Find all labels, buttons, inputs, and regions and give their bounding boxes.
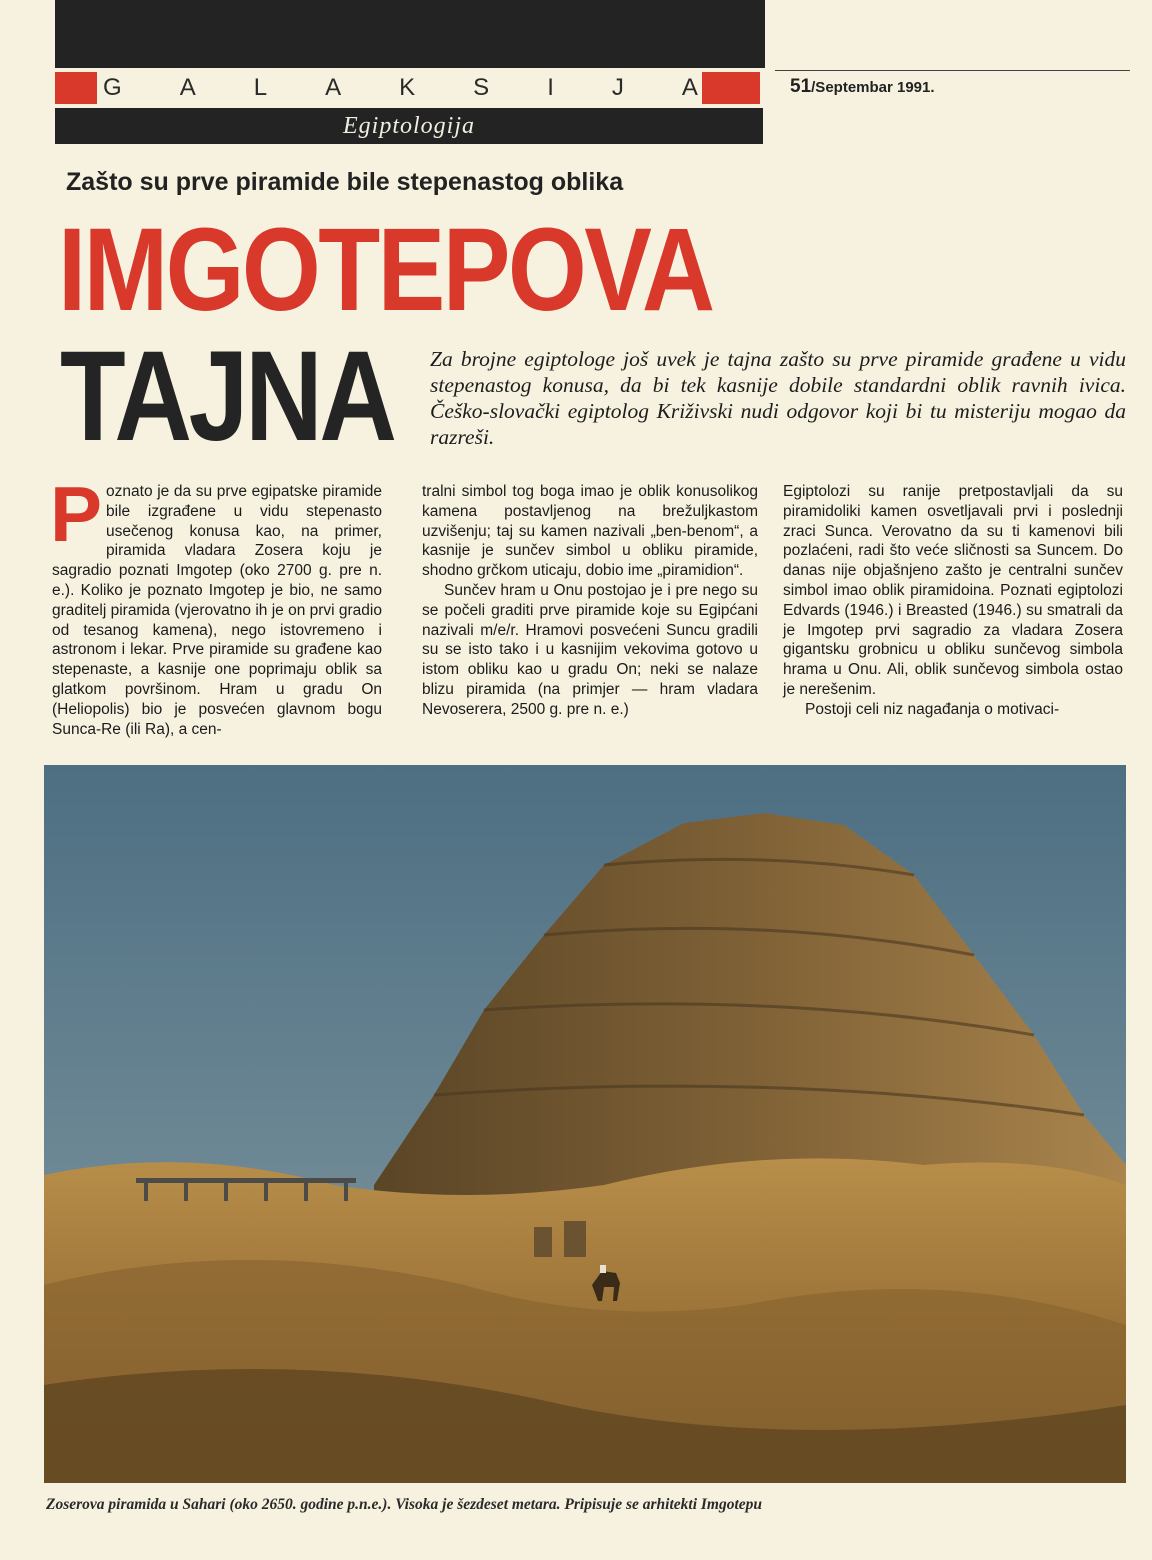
issue-info: [790, 76, 935, 98]
masthead-red-block-left: [55, 72, 97, 104]
paragraph: Egiptolozi su ranije pretpostavljali da su piramidoliki kamen osvetljavali prvi i poslednji zraci Sunca. Verovatno da su ti kamenovi bili pozlaćeni, radi što veće sličnosti sa Suncem. Do danas nije objašnjeno zašto je centralni sunčev simbol imao oblik piramidoina. Poznati egiptolozi Edvards (1946.) i Breasted (1946.) su smatrali da je Imgotep prvi sagradio za vladara Zosera gigantsku grobnicu u obliku sunčevog simbola hrama u Onu. Ali, oblik sunčevog simbola ostao je nerešenim.: [783, 483, 1123, 698]
masthead-letter: L: [253, 74, 268, 101]
masthead: [55, 72, 760, 104]
paragraph: Postoji celi niz nagađanja o motivaci-: [805, 700, 1060, 718]
issue-number: 51: [790, 76, 812, 97]
pyramid-photo: [44, 765, 1126, 1483]
masthead-letter: A: [179, 74, 196, 101]
photo-caption: Zoserova piramida u Sahari (oko 2650. godine p.n.e.). Visoka je šezdeset metara. Pripisuje se arhitekti Imgotepu: [46, 1496, 763, 1513]
issue-date: /Septembar 1991.: [811, 79, 935, 96]
masthead-letter: A: [681, 74, 698, 101]
top-black-bar: [55, 0, 765, 68]
masthead-letter: I: [547, 74, 554, 101]
masthead-letter: S: [473, 74, 490, 101]
headline-line-2: TAJNA: [60, 325, 394, 468]
article-deck: Za brojne egiptologe još uvek je tajna zašto su prve piramide građene u vidu stepenastog konusa, da bi tek kasnije dobile standardni oblik ravnih ivica. Češko-slovački egiptolog Križivski nudi odgovor koji bi tu misteriju mogao da razreši.: [430, 347, 1126, 449]
text-column-3: [783, 482, 1123, 720]
masthead-letter: A: [325, 74, 342, 101]
drop-cap: P: [50, 470, 103, 558]
paragraph: oznato je da su prve egipatske piramide bile izgrađene u vidu stepenasto usečenog konusa kao, na primer, piramida vladara Zosera koju je sagradio poznati Imgotep (oko 2700 g. pre n. e.). Koliko je poznato Imgotep je bio, ne samo graditelj piramida (vjerovatno ih je on prvi gradio od tesanog kamena), nego istovremeno i astronom i lekar. Prve piramide su građene kao stepenaste, a kasnije one poprimaju oblik sa glatkom površinom. Hram u gradu On (Heliopolis) bio je posvećen glavnom bogu Sunca-Re (ili Ra), a cen-: [52, 483, 382, 738]
article-kicker: Zašto su prve piramide bile stepenastog oblika: [66, 168, 624, 196]
header-rule: [775, 70, 1130, 71]
headline-line-1: IMGOTEPOVA: [58, 204, 713, 336]
masthead-letter: K: [399, 74, 416, 101]
pyramid-photo-illustration: [44, 765, 1126, 1483]
masthead-red-block-right: [702, 72, 760, 104]
masthead-letter: J: [611, 74, 624, 101]
section-title: Egiptologija: [55, 108, 763, 144]
masthead-letter: G: [103, 74, 122, 101]
paragraph: tralni simbol tog boga imao je oblik konusolikog kamena postavljenog na brežuljkastom uzvišenju; taj su kamen nazivali „ben-benom“, a kasnije je sunčev simbol u obliku piramide, shodno grčkom uticaju, dobio ime „piramidion“.: [422, 483, 758, 580]
paragraph: Sunčev hram u Onu postojao je i pre nego su se počeli graditi prve piramide koje su Egipćani nazivali m/e/r. Hramovi posvećeni Suncu gradili su se isto tako i u kasnijim vekovima gotovo u istom obliku kao u gradu On; neki se nalaze blizu piramida (na primjer — hram vladara Nevoserera, 2500 g. pre n. e.): [422, 581, 758, 718]
text-column-1: [50, 470, 382, 739]
text-column-2: [422, 482, 758, 720]
masthead-letters: [103, 72, 698, 104]
